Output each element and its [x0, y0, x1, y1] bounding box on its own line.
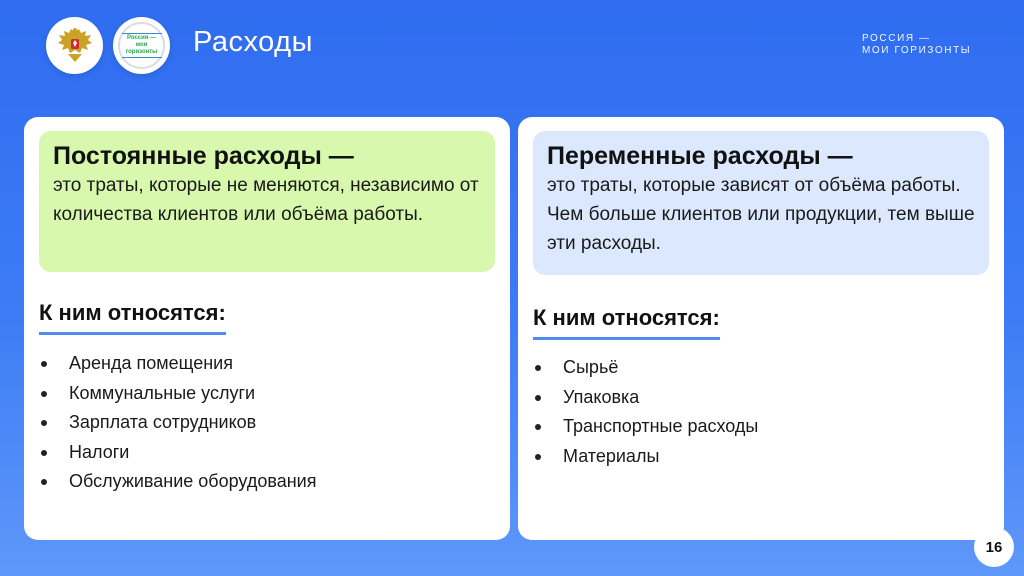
emblem-logo [46, 17, 103, 74]
fixed-costs-definition: это траты, которые не меняются, независимо от количества клиентов или объёма работы. [53, 175, 479, 225]
fixed-costs-definition-box [39, 131, 495, 272]
fixed-costs-subheading: К ним относятся: [39, 300, 226, 335]
list-item-label: Транспортные расходы [563, 416, 759, 436]
variable-costs-definition-box [533, 131, 989, 275]
list-item-label: Материалы [563, 445, 660, 466]
brand-logo [113, 17, 170, 74]
list-item-label: Налоги [69, 441, 130, 462]
brand-logo-text: Россия — мои горизонты [122, 33, 162, 58]
list-item-label: Обслуживание оборудования [69, 471, 317, 491]
list-item [39, 438, 316, 468]
bullet-icon [41, 420, 47, 426]
list-item [533, 442, 758, 472]
list-item-label: Коммунальные услуги [69, 382, 256, 403]
list-item [39, 467, 316, 497]
bullet-icon [535, 424, 541, 430]
variable-costs-list [533, 353, 758, 471]
corner-brand [862, 33, 971, 57]
bullet-icon [41, 391, 47, 397]
list-item-label: Аренда помещения [69, 353, 233, 373]
bullet-icon [41, 479, 47, 485]
brand-logo-ring [118, 22, 165, 69]
fixed-costs-term: Постоянные расходы — [53, 142, 354, 170]
bullet-icon [41, 450, 47, 456]
list-item [39, 408, 316, 438]
list-item [533, 412, 758, 442]
list-item [533, 353, 758, 383]
list-item [39, 379, 316, 409]
corner-brand-line2: МОИ ГОРИЗОНТЫ [862, 45, 972, 56]
list-item-label: Упаковка [563, 386, 640, 407]
bullet-icon [535, 365, 541, 371]
bullet-icon [41, 361, 47, 367]
fixed-costs-list [39, 349, 316, 497]
variable-costs-term: Переменные расходы — [547, 142, 853, 170]
page-title: Расходы [193, 26, 313, 58]
list-item-label: Зарплата сотрудников [69, 412, 257, 432]
list-item [39, 349, 316, 379]
variable-costs-definition: это траты, которые зависят от объёма работы. Чем больше клиентов или продукции, тем выше эти расходы. [547, 175, 975, 254]
variable-costs-card [518, 117, 1004, 540]
page-number: 16 [974, 527, 1014, 567]
list-item [533, 383, 758, 413]
bullet-icon [535, 454, 541, 460]
bullet-icon [535, 395, 541, 401]
corner-brand-line1: РОССИЯ — [862, 33, 931, 44]
variable-costs-subheading: К ним относятся: [533, 305, 720, 340]
double-headed-eagle-icon [56, 26, 94, 66]
fixed-costs-card [24, 117, 510, 540]
list-item-label: Сырьё [563, 357, 619, 377]
